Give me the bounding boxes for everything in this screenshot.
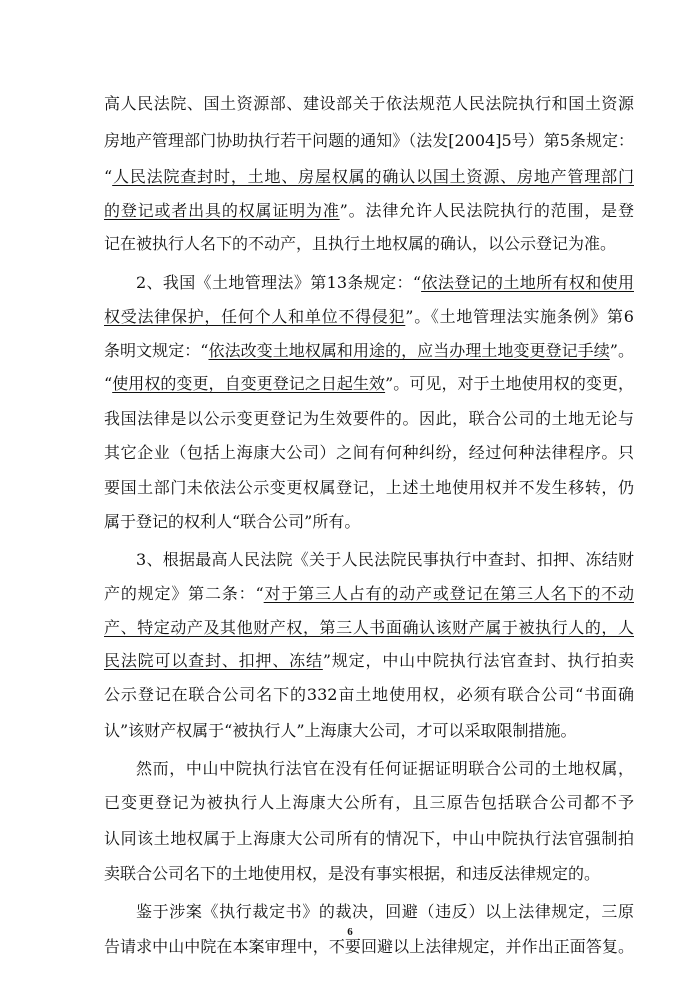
underlined-text: 人民法院查封时，土地、房屋权属的确认以国土资源、房地产管理部门 (112, 167, 634, 186)
text-segment: 高人民法院、国土资源部、建设部关于依法规范人民法院执行和国土资源 (104, 94, 634, 113)
underlined-text: 产、特定动产及其他财产权，第三人书面确认该财产属于被执行人的，人 (104, 618, 634, 637)
text-line-1 (104, 94, 634, 114)
text-line-2 (104, 131, 634, 151)
text-line-22 (104, 829, 634, 849)
text-line-16 (104, 618, 634, 638)
underlined-text: 权受法律保护，任何个人和单位不得侵犯 (104, 307, 406, 326)
text-segment: 3、根据最高人民法院《关于人民法院民事执行中查封、扣押、冻结财 (136, 550, 634, 569)
text-segment: 已变更登记为被执行人上海康大公所有，且三原告包括联合公司都不予 (104, 793, 634, 812)
underlined-text: 依法登记的土地所有权和使用 (421, 273, 634, 292)
text-segment: “ (104, 374, 113, 393)
underlined-text: 民法院可以查封、扣押、冻结 (104, 651, 323, 670)
text-segment: 记在被执行人名下的不动产，且执行土地权属的确认，以公示登记为准。 (104, 234, 617, 253)
text-segment: “ (104, 167, 113, 186)
text-segment: 认同该土地权属于上海康大公司所有的情况下，中山中院执行法官强制拍 (104, 829, 634, 848)
page-number: 6 (347, 926, 353, 938)
underlined-text: 使用权的变更，自变更登记之日起生效 (112, 374, 386, 393)
text-segment: ”。可见，对于土地使用权的变更， (385, 374, 634, 393)
text-line-14 (136, 550, 634, 570)
text-line-6 (136, 273, 634, 293)
text-line-18 (104, 685, 634, 705)
text-line-20 (136, 759, 634, 779)
text-segment: 卖联合公司名下的土地使用权，是没有事实根据，和违反法律规定的。 (104, 864, 601, 883)
text-line-11 (104, 443, 634, 463)
text-line-10 (104, 409, 634, 429)
text-segment: 公示登记在联合公司名下的332亩土地使用权，必须有联合公司“书面确 (104, 685, 634, 704)
text-line-3 (104, 167, 634, 187)
text-line-19 (104, 721, 634, 741)
underlined-text: 依法改变土地权属和用途的，应当办理土地变更登记手续 (208, 341, 610, 360)
text-line-7 (104, 307, 634, 327)
text-line-4 (104, 201, 634, 221)
text-segment: 产的规定》第二条：“ (104, 584, 264, 603)
text-line-5 (104, 234, 634, 254)
text-line-24 (136, 902, 634, 922)
text-segment: 2、我国《土地管理法》第13条规定：“ (136, 273, 422, 292)
text-line-13 (104, 512, 634, 532)
underlined-text: 对于第三人占有的动产或登记在第三人名下的不动 (263, 584, 634, 603)
text-segment: 我国法律是以公示变更登记为生效要件的。因此，联合公司的土地无论与 (104, 409, 634, 428)
text-segment: 要国土部门未依法公示变更权属登记，上述土地使用权并不发生移转，仍 (104, 478, 634, 497)
text-line-9 (104, 374, 634, 394)
text-segment: ”。法律允许人民法院执行的范围，是登 (339, 201, 634, 220)
text-line-17 (104, 651, 634, 671)
text-line-23 (104, 864, 634, 884)
text-line-25 (104, 937, 634, 957)
text-segment: 告请求中山中院在本案审理中，不要回避以上法律规定，并作出正面答复。 (104, 937, 634, 956)
text-segment: 房地产管理部门协助执行若干问题的通知》（法发[2004]5号）第5条规定： (104, 131, 634, 150)
text-segment: 然而，中山中院执行法官在没有任何证据证明联合公司的土地权属， (136, 759, 634, 778)
text-segment: 其它企业（包括上海康大公司）之间有何种纠纷，经过何种法律程序。只 (104, 443, 634, 462)
text-line-12 (104, 478, 634, 498)
text-segment: 认”该财产权属于“被执行人”上海康大公司，才可以采取限制措施。 (104, 721, 577, 740)
text-line-21 (104, 793, 634, 813)
text-segment: ”。 (609, 341, 634, 360)
text-segment: ”规定，中山中院执行法官查封、执行拍卖 (322, 651, 634, 670)
text-segment: 条明文规定：“ (104, 341, 209, 360)
text-line-15 (104, 584, 634, 604)
underlined-text: 的登记或者出具的权属证明为准 (104, 201, 340, 220)
text-segment: 属于登记的权利人“联合公司”所有。 (104, 512, 361, 531)
text-segment: 鉴于涉案《执行裁定书》的裁决，回避（违反）以上法律规定，三原 (136, 902, 634, 921)
text-line-8 (104, 341, 634, 361)
text-segment: ”。《土地管理法实施条例》第6 (405, 307, 634, 326)
